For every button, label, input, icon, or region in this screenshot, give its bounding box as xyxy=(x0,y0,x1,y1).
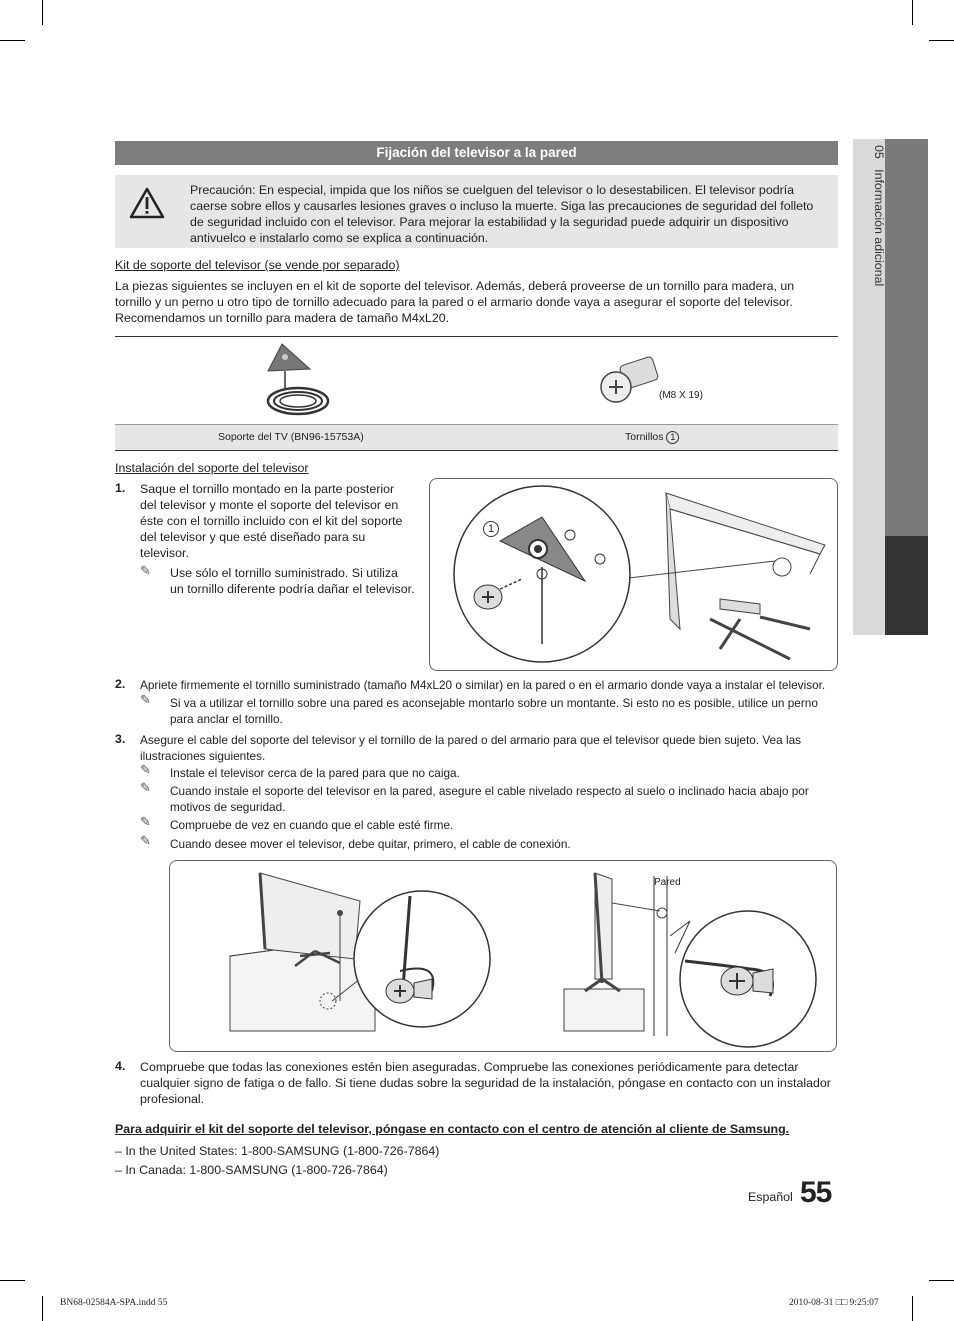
step-2-text: Apriete firmemente el tornillo suministrado (tamaño M4xL20 o similar) en la pared o en el armario donde vaya a instalar el televisor. xyxy=(140,678,826,692)
caution-label: Precaución xyxy=(190,183,252,197)
contact-us: – In the United States: 1-800-SAMSUNG (1-800-726-7864) xyxy=(115,1144,440,1158)
note-icon: ✎ xyxy=(140,692,151,707)
screw-illustration xyxy=(598,349,664,407)
step-3-note-2: Cuando instale el soporte del televisor en la pared, asegure el cable nivelado respecto al suelo o inclinado hacia abajo por motivos de seguridad. xyxy=(170,784,809,814)
sidebar-tab-dark-top xyxy=(885,139,928,536)
bracket-mount-illustration xyxy=(430,479,837,670)
contact-canada: – In Canada: 1-800-SAMSUNG (1-800-726-7864) xyxy=(115,1163,388,1177)
note-icon: ✎ xyxy=(140,563,151,578)
step-4-text: Compruebe que todas las conexiones estén bien aseguradas. Compruebe las conexiones periódicamente para detectar cualquier signo de fatiga o de fallo. Si tiene dudas sobre la seguridad de la instalación, póngase en contacto con un instalador profesional. xyxy=(140,1060,831,1106)
caution-box xyxy=(115,175,838,248)
bracket-caption: Soporte del TV (BN96-15753A) xyxy=(218,431,364,443)
figure-cable-secure xyxy=(169,860,837,1052)
kit-caption-row xyxy=(115,424,838,450)
step-2-number: 2. xyxy=(115,677,126,691)
step-4-number: 4. xyxy=(115,1059,126,1073)
footer-date: 2010-08-31 □□ 9:25:07 xyxy=(789,1298,879,1308)
kit-parts-table xyxy=(115,336,838,451)
sidebar-chapter-label: 05 Información adicional xyxy=(872,145,886,287)
warning-triangle-icon xyxy=(129,187,165,219)
kit-description: La piezas siguientes se incluyen en el kit de soporte del televisor. Además, deberá proveerse de un tornillo para madera, un tornillo y un perno u otro tipo de tornillo adecuado para la pared o el armario donde vaya a asegurar el soporte del televisor. Recomendamos un tornillo para madera de tamaño M4xL20. xyxy=(115,279,795,325)
step-3-number: 3. xyxy=(115,732,126,746)
kit-title: Kit de soporte del televisor (se vende por separado) xyxy=(115,258,400,272)
note-icon: ✎ xyxy=(140,762,151,777)
footer-file: BN68-02584A-SPA.indd 55 xyxy=(60,1298,168,1308)
wall-label: Pared xyxy=(654,877,681,888)
screw-size-label: (M8 X 19) xyxy=(659,390,703,401)
step-1-text: Saque el tornillo montado en la parte posterior del televisor y monte el soporte del televisor en éste con el tornillo incluido con el kit del soporte del televisor y que esté diseñado para su televisor. xyxy=(140,482,403,560)
step-3-note-1: Instale el televisor cerca de la pared para que no caiga. xyxy=(170,766,460,780)
note-icon: ✎ xyxy=(140,780,151,795)
section-title: Fijación del televisor a la pared xyxy=(115,141,838,165)
figure-bracket-mount xyxy=(429,478,838,671)
screws-caption: Tornillos 1 xyxy=(625,431,679,444)
footer-language: Español xyxy=(748,1190,793,1204)
bracket-illustration xyxy=(260,341,340,419)
sidebar-tab-dark xyxy=(885,536,928,635)
note-icon: ✎ xyxy=(140,814,151,829)
figure-marker-circle: 1 xyxy=(483,521,499,537)
step-1-note: Use sólo el tornillo suministrado. Si utiliza un tornillo diferente podría dañar el televisor. xyxy=(170,566,415,596)
step-3-note-4: Cuando desee mover el televisor, debe quitar, primero, el cable de conexión. xyxy=(170,837,571,851)
step-3-note-3: Compruebe de vez en cuando que el cable esté firme. xyxy=(170,818,454,832)
step-2-note: Si va a utilizar el tornillo sobre una pared es aconsejable montarlo sobre un montante. Si esto no es posible, utilice un perno para anclar el tornillo. xyxy=(170,696,818,726)
cable-secure-illustration xyxy=(170,861,836,1051)
step-3-text: Asegure el cable del soporte del televisor y el tornillo de la pared o del armario para que el televisor quede bien sujeto. Vea las ilustraciones siguientes. xyxy=(140,733,802,763)
note-icon: ✎ xyxy=(140,833,151,848)
page-number: 55 xyxy=(800,1176,832,1209)
screw-marker-circle: 1 xyxy=(666,431,679,444)
step-1-number: 1. xyxy=(115,481,126,495)
caution-text: Precaución: En especial, impida que los niños se cuelguen del televisor o lo desestabilicen. El televisor podría caerse sobre ellos y causarles lesiones graves o incluso la muerte. Siga las precauciones de seguridad del folleto de seguridad incluido con el televisor. Para mejorar la estabilidad y la seguridad puede adquirir un dispositivo antivuelco e instalarlo como se explica a continuación. xyxy=(190,183,814,245)
install-title: Instalación del soporte del televisor xyxy=(115,461,309,475)
contact-title: Para adquirir el kit del soporte del televisor, póngase en contacto con el centro de atención al cliente de Samsung. xyxy=(115,1122,790,1136)
